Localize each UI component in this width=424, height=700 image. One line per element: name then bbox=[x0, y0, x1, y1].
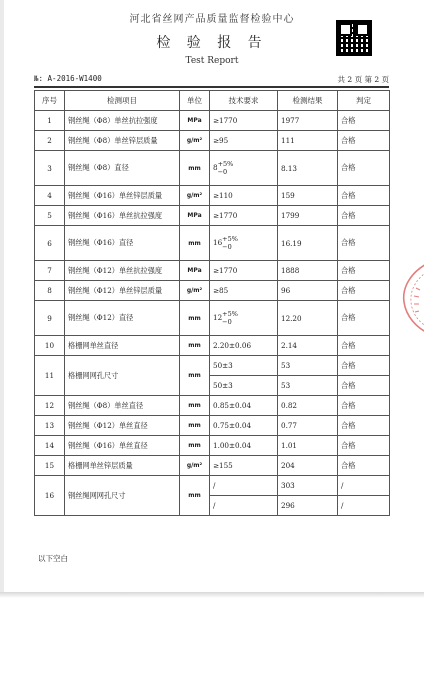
table-row bbox=[35, 436, 390, 456]
row-requirement: ≥155 bbox=[210, 456, 278, 476]
table-row bbox=[35, 186, 390, 206]
row-result: 111 bbox=[278, 131, 338, 151]
row-unit: g/m² bbox=[180, 281, 210, 301]
header-unit: 单位 bbox=[180, 91, 210, 111]
row-item: 钢丝绳（Φ8）单丝直径 bbox=[65, 396, 180, 416]
table-row bbox=[35, 281, 390, 301]
tolerance-base: 12 bbox=[213, 313, 223, 322]
row-unit: mm bbox=[180, 151, 210, 186]
row-unit: g/m² bbox=[180, 131, 210, 151]
row-unit: MPa bbox=[180, 261, 210, 281]
row-item: 格栅网单丝直径 bbox=[65, 336, 180, 356]
page-bottom-shadow bbox=[0, 592, 424, 598]
row-number: 8 bbox=[35, 281, 65, 301]
table-row bbox=[35, 261, 390, 281]
row-verdict: 合格 bbox=[338, 436, 390, 456]
qr-code-icon bbox=[336, 20, 372, 56]
row-item: 钢丝绳（Φ8）直径 bbox=[65, 151, 180, 186]
row-requirement: ≥110 bbox=[210, 186, 278, 206]
row-unit: mm bbox=[180, 226, 210, 261]
report-meta-row bbox=[34, 74, 389, 86]
row-requirement: ≥85 bbox=[210, 281, 278, 301]
row-result: 8.13 bbox=[278, 151, 338, 186]
table-row bbox=[35, 226, 390, 261]
table-row bbox=[35, 301, 390, 336]
row-unit: MPa bbox=[180, 111, 210, 131]
page-info: 共 2 页 第 2 页 bbox=[337, 75, 389, 84]
header-result: 检测结果 bbox=[278, 91, 338, 111]
table-header-row bbox=[35, 91, 390, 111]
tolerance-plus: +5% bbox=[217, 160, 234, 168]
row-requirement: / bbox=[210, 496, 278, 516]
header-item: 检测项目 bbox=[65, 91, 180, 111]
tolerance-stack bbox=[222, 235, 238, 251]
tolerance-plus: +5% bbox=[222, 310, 238, 318]
row-requirement bbox=[210, 151, 278, 186]
tolerance-value bbox=[213, 310, 238, 326]
table-body bbox=[35, 111, 390, 516]
row-result: 0.82 bbox=[278, 396, 338, 416]
row-result: 159 bbox=[278, 186, 338, 206]
row-result: 204 bbox=[278, 456, 338, 476]
row-unit: MPa bbox=[180, 206, 210, 226]
row-number: 6 bbox=[35, 226, 65, 261]
row-verdict: 合格 bbox=[338, 396, 390, 416]
row-item: 格栅网单丝锌层质量 bbox=[65, 456, 180, 476]
row-item: 钢丝绳网网孔尺寸 bbox=[65, 476, 180, 516]
row-result: 16.19 bbox=[278, 226, 338, 261]
row-requirement: ≥95 bbox=[210, 131, 278, 151]
row-unit: mm bbox=[180, 356, 210, 396]
row-item: 钢丝绳（Φ8）单丝锌层质量 bbox=[65, 131, 180, 151]
row-number: 3 bbox=[35, 151, 65, 186]
tolerance-value bbox=[213, 160, 233, 176]
row-result: 303 bbox=[278, 476, 338, 496]
row-verdict: 合格 bbox=[338, 226, 390, 261]
row-result: 1888 bbox=[278, 261, 338, 281]
row-result: 0.77 bbox=[278, 416, 338, 436]
row-requirement: / bbox=[210, 476, 278, 496]
report-title: 检 验 报 告 bbox=[156, 35, 268, 51]
row-unit: mm bbox=[180, 336, 210, 356]
header-rule bbox=[34, 86, 389, 88]
row-number: 10 bbox=[35, 336, 65, 356]
row-requirement bbox=[210, 226, 278, 261]
row-number: 7 bbox=[35, 261, 65, 281]
row-verdict: 合格 bbox=[338, 376, 390, 396]
row-item: 钢丝绳（Φ16）单丝抗拉强度 bbox=[65, 206, 180, 226]
row-requirement bbox=[210, 301, 278, 336]
row-verdict: 合格 bbox=[338, 261, 390, 281]
tolerance-plus: +5% bbox=[222, 235, 238, 243]
row-verdict: 合格 bbox=[338, 416, 390, 436]
row-requirement: 50±3 bbox=[210, 356, 278, 376]
row-verdict: 合格 bbox=[338, 111, 390, 131]
row-unit: mm bbox=[180, 436, 210, 456]
tolerance-minus: −0 bbox=[222, 243, 232, 251]
row-number: 15 bbox=[35, 456, 65, 476]
row-requirement: ≥1770 bbox=[210, 206, 278, 226]
row-verdict: 合格 bbox=[338, 301, 390, 336]
row-item: 钢丝绳（Φ16）单丝锌层质量 bbox=[65, 186, 180, 206]
table-row bbox=[35, 336, 390, 356]
row-verdict: 合格 bbox=[338, 336, 390, 356]
table-row bbox=[35, 396, 390, 416]
tolerance-minus: −0 bbox=[222, 318, 232, 326]
organization-name: 河北省丝网产品质量监督检验中心 bbox=[129, 14, 295, 25]
row-item: 钢丝绳（Φ8）单丝抗拉强度 bbox=[65, 111, 180, 131]
row-unit: mm bbox=[180, 416, 210, 436]
row-item: 钢丝绳（Φ12）直径 bbox=[65, 301, 180, 336]
row-unit: mm bbox=[180, 396, 210, 416]
row-item: 钢丝绳（Φ12）单丝抗拉强度 bbox=[65, 261, 180, 281]
row-verdict: / bbox=[338, 496, 390, 516]
tolerance-base: 8 bbox=[213, 163, 218, 172]
row-requirement: 0.85±0.04 bbox=[210, 396, 278, 416]
row-requirement: 0.75±0.04 bbox=[210, 416, 278, 436]
row-verdict: 合格 bbox=[338, 186, 390, 206]
row-result: 96 bbox=[278, 281, 338, 301]
row-item: 钢丝绳（Φ12）单丝直径 bbox=[65, 416, 180, 436]
report-number: №: A-2016-W1400 bbox=[34, 74, 102, 83]
row-result: 296 bbox=[278, 496, 338, 516]
table-row bbox=[35, 206, 390, 226]
row-number: 1 bbox=[35, 111, 65, 131]
row-number: 4 bbox=[35, 186, 65, 206]
table-row bbox=[35, 131, 390, 151]
row-requirement: ≥1770 bbox=[210, 261, 278, 281]
row-result: 12.20 bbox=[278, 301, 338, 336]
report-subtitle: Test Report bbox=[185, 56, 239, 66]
row-item: 钢丝绳（Φ16）直径 bbox=[65, 226, 180, 261]
table-row bbox=[35, 151, 390, 186]
row-result: 1799 bbox=[278, 206, 338, 226]
row-unit: g/m² bbox=[180, 456, 210, 476]
header-no: 序号 bbox=[35, 91, 65, 111]
row-number: 9 bbox=[35, 301, 65, 336]
row-verdict: / bbox=[338, 476, 390, 496]
row-number: 16 bbox=[35, 476, 65, 516]
row-verdict: 合格 bbox=[338, 151, 390, 186]
row-verdict: 合格 bbox=[338, 456, 390, 476]
table-row bbox=[35, 111, 390, 131]
row-number: 2 bbox=[35, 131, 65, 151]
row-requirement: ≥1770 bbox=[210, 111, 278, 131]
row-result: 53 bbox=[278, 376, 338, 396]
row-verdict: 合格 bbox=[338, 206, 390, 226]
header-verdict: 判定 bbox=[338, 91, 390, 111]
row-number: 13 bbox=[35, 416, 65, 436]
row-result: 1.01 bbox=[278, 436, 338, 456]
footer-note: 以下空白 bbox=[38, 554, 68, 563]
table-row bbox=[35, 416, 390, 436]
row-number: 5 bbox=[35, 206, 65, 226]
row-item: 钢丝绳（Φ12）单丝锌层质量 bbox=[65, 281, 180, 301]
row-item: 格栅网网孔尺寸 bbox=[65, 356, 180, 396]
row-requirement: 50±3 bbox=[210, 376, 278, 396]
row-verdict: 合格 bbox=[338, 356, 390, 376]
row-requirement: 2.20±0.06 bbox=[210, 336, 278, 356]
row-requirement: 1.00±0.04 bbox=[210, 436, 278, 456]
row-unit: mm bbox=[180, 301, 210, 336]
row-result: 2.14 bbox=[278, 336, 338, 356]
table-row bbox=[35, 356, 390, 376]
row-result: 1977 bbox=[278, 111, 338, 131]
results-table bbox=[34, 90, 390, 516]
row-unit: g/m² bbox=[180, 186, 210, 206]
tolerance-stack bbox=[222, 310, 238, 326]
row-verdict: 合格 bbox=[338, 131, 390, 151]
tolerance-value bbox=[213, 235, 238, 251]
tolerance-base: 16 bbox=[213, 238, 223, 247]
row-unit: mm bbox=[180, 476, 210, 516]
row-number: 11 bbox=[35, 356, 65, 396]
row-number: 12 bbox=[35, 396, 65, 416]
row-verdict: 合格 bbox=[338, 281, 390, 301]
row-result: 53 bbox=[278, 356, 338, 376]
header-requirement: 技术要求 bbox=[210, 91, 278, 111]
table-row bbox=[35, 476, 390, 496]
row-number: 14 bbox=[35, 436, 65, 456]
tolerance-stack bbox=[218, 160, 234, 176]
row-item: 钢丝绳（Φ16）单丝直径 bbox=[65, 436, 180, 456]
page-edge bbox=[0, 0, 4, 592]
red-seal-stamp bbox=[392, 258, 424, 338]
table-row bbox=[35, 456, 390, 476]
tolerance-minus: −0 bbox=[217, 168, 228, 176]
